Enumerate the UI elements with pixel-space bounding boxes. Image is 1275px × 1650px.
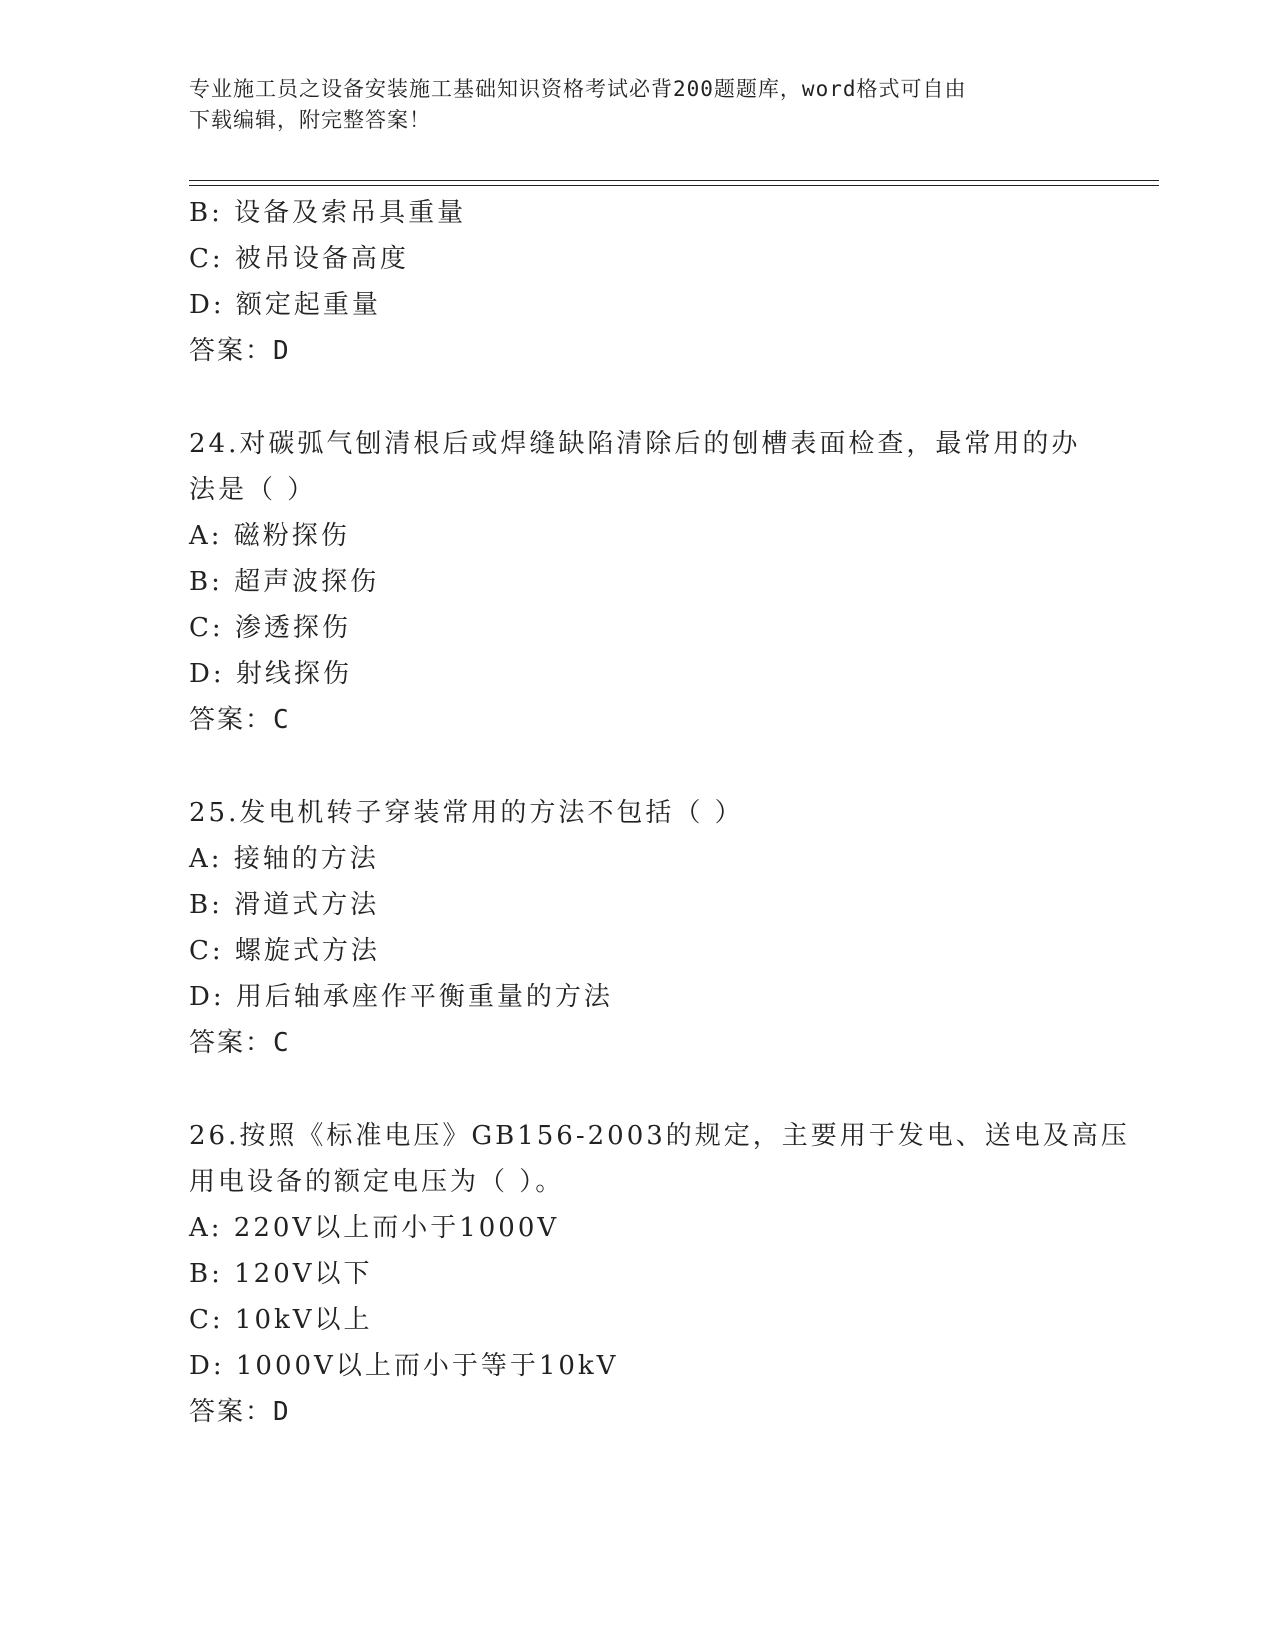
question-24 xyxy=(189,421,1149,743)
option-d: D: 射线探伤 xyxy=(189,659,352,689)
answer: 答案：D xyxy=(189,1397,291,1427)
question-stem-continued: 用电设备的额定电压为（ ）。 xyxy=(189,1167,565,1197)
header-title-line-1: 专业施工员之设备安装施工基础知识资格考试必背200题题库，word格式可自由 xyxy=(189,77,967,101)
option-c: C: 被吊设备高度 xyxy=(189,244,409,274)
question-25 xyxy=(189,790,1149,1066)
question-spacer xyxy=(189,374,1149,421)
header-title-line-2: 下载编辑，附完整答案！ xyxy=(189,108,431,132)
option-a: A: 磁粉探伤 xyxy=(189,521,350,551)
option-c: C: 渗透探伤 xyxy=(189,613,351,643)
question-stem: 24.对碳弧气刨清根后或焊缝缺陷清除后的刨槽表面检查，最常用的办 xyxy=(189,429,1081,459)
answer: 答案：C xyxy=(189,1028,291,1058)
question-stem: 25.发电机转子穿装常用的方法不包括（ ） xyxy=(189,798,744,828)
question-stem: 26.按照《标准电压》GB156-2003的规定，主要用于发电、送电及高压 xyxy=(189,1121,1130,1151)
question-23-tail xyxy=(189,190,1149,374)
option-c: C: 10kV以上 xyxy=(189,1305,373,1335)
header-divider-bottom xyxy=(189,185,1159,186)
question-spacer xyxy=(189,743,1149,790)
question-stem-continued: 法是（ ） xyxy=(189,475,317,505)
option-d: D: 用后轴承座作平衡重量的方法 xyxy=(189,982,613,1012)
option-b: B: 滑道式方法 xyxy=(189,890,380,920)
question-26 xyxy=(189,1113,1149,1435)
question-list xyxy=(189,190,1149,1435)
answer: 答案：D xyxy=(189,336,291,366)
option-a: A: 接轴的方法 xyxy=(189,844,379,874)
document-header xyxy=(189,74,1089,136)
option-c: C: 螺旋式方法 xyxy=(189,936,380,966)
option-b: B: 设备及索吊具重量 xyxy=(189,198,467,228)
option-d: D: 额定起重量 xyxy=(189,290,381,320)
option-a: A: 220V以上而小于1000V xyxy=(189,1213,560,1243)
option-b: B: 120V以下 xyxy=(189,1259,373,1289)
question-spacer xyxy=(189,1066,1149,1113)
option-d: D: 1000V以上而小于等于10kV xyxy=(189,1351,619,1381)
header-divider-top xyxy=(189,180,1159,181)
option-b: B: 超声波探伤 xyxy=(189,567,380,597)
answer: 答案：C xyxy=(189,705,291,735)
